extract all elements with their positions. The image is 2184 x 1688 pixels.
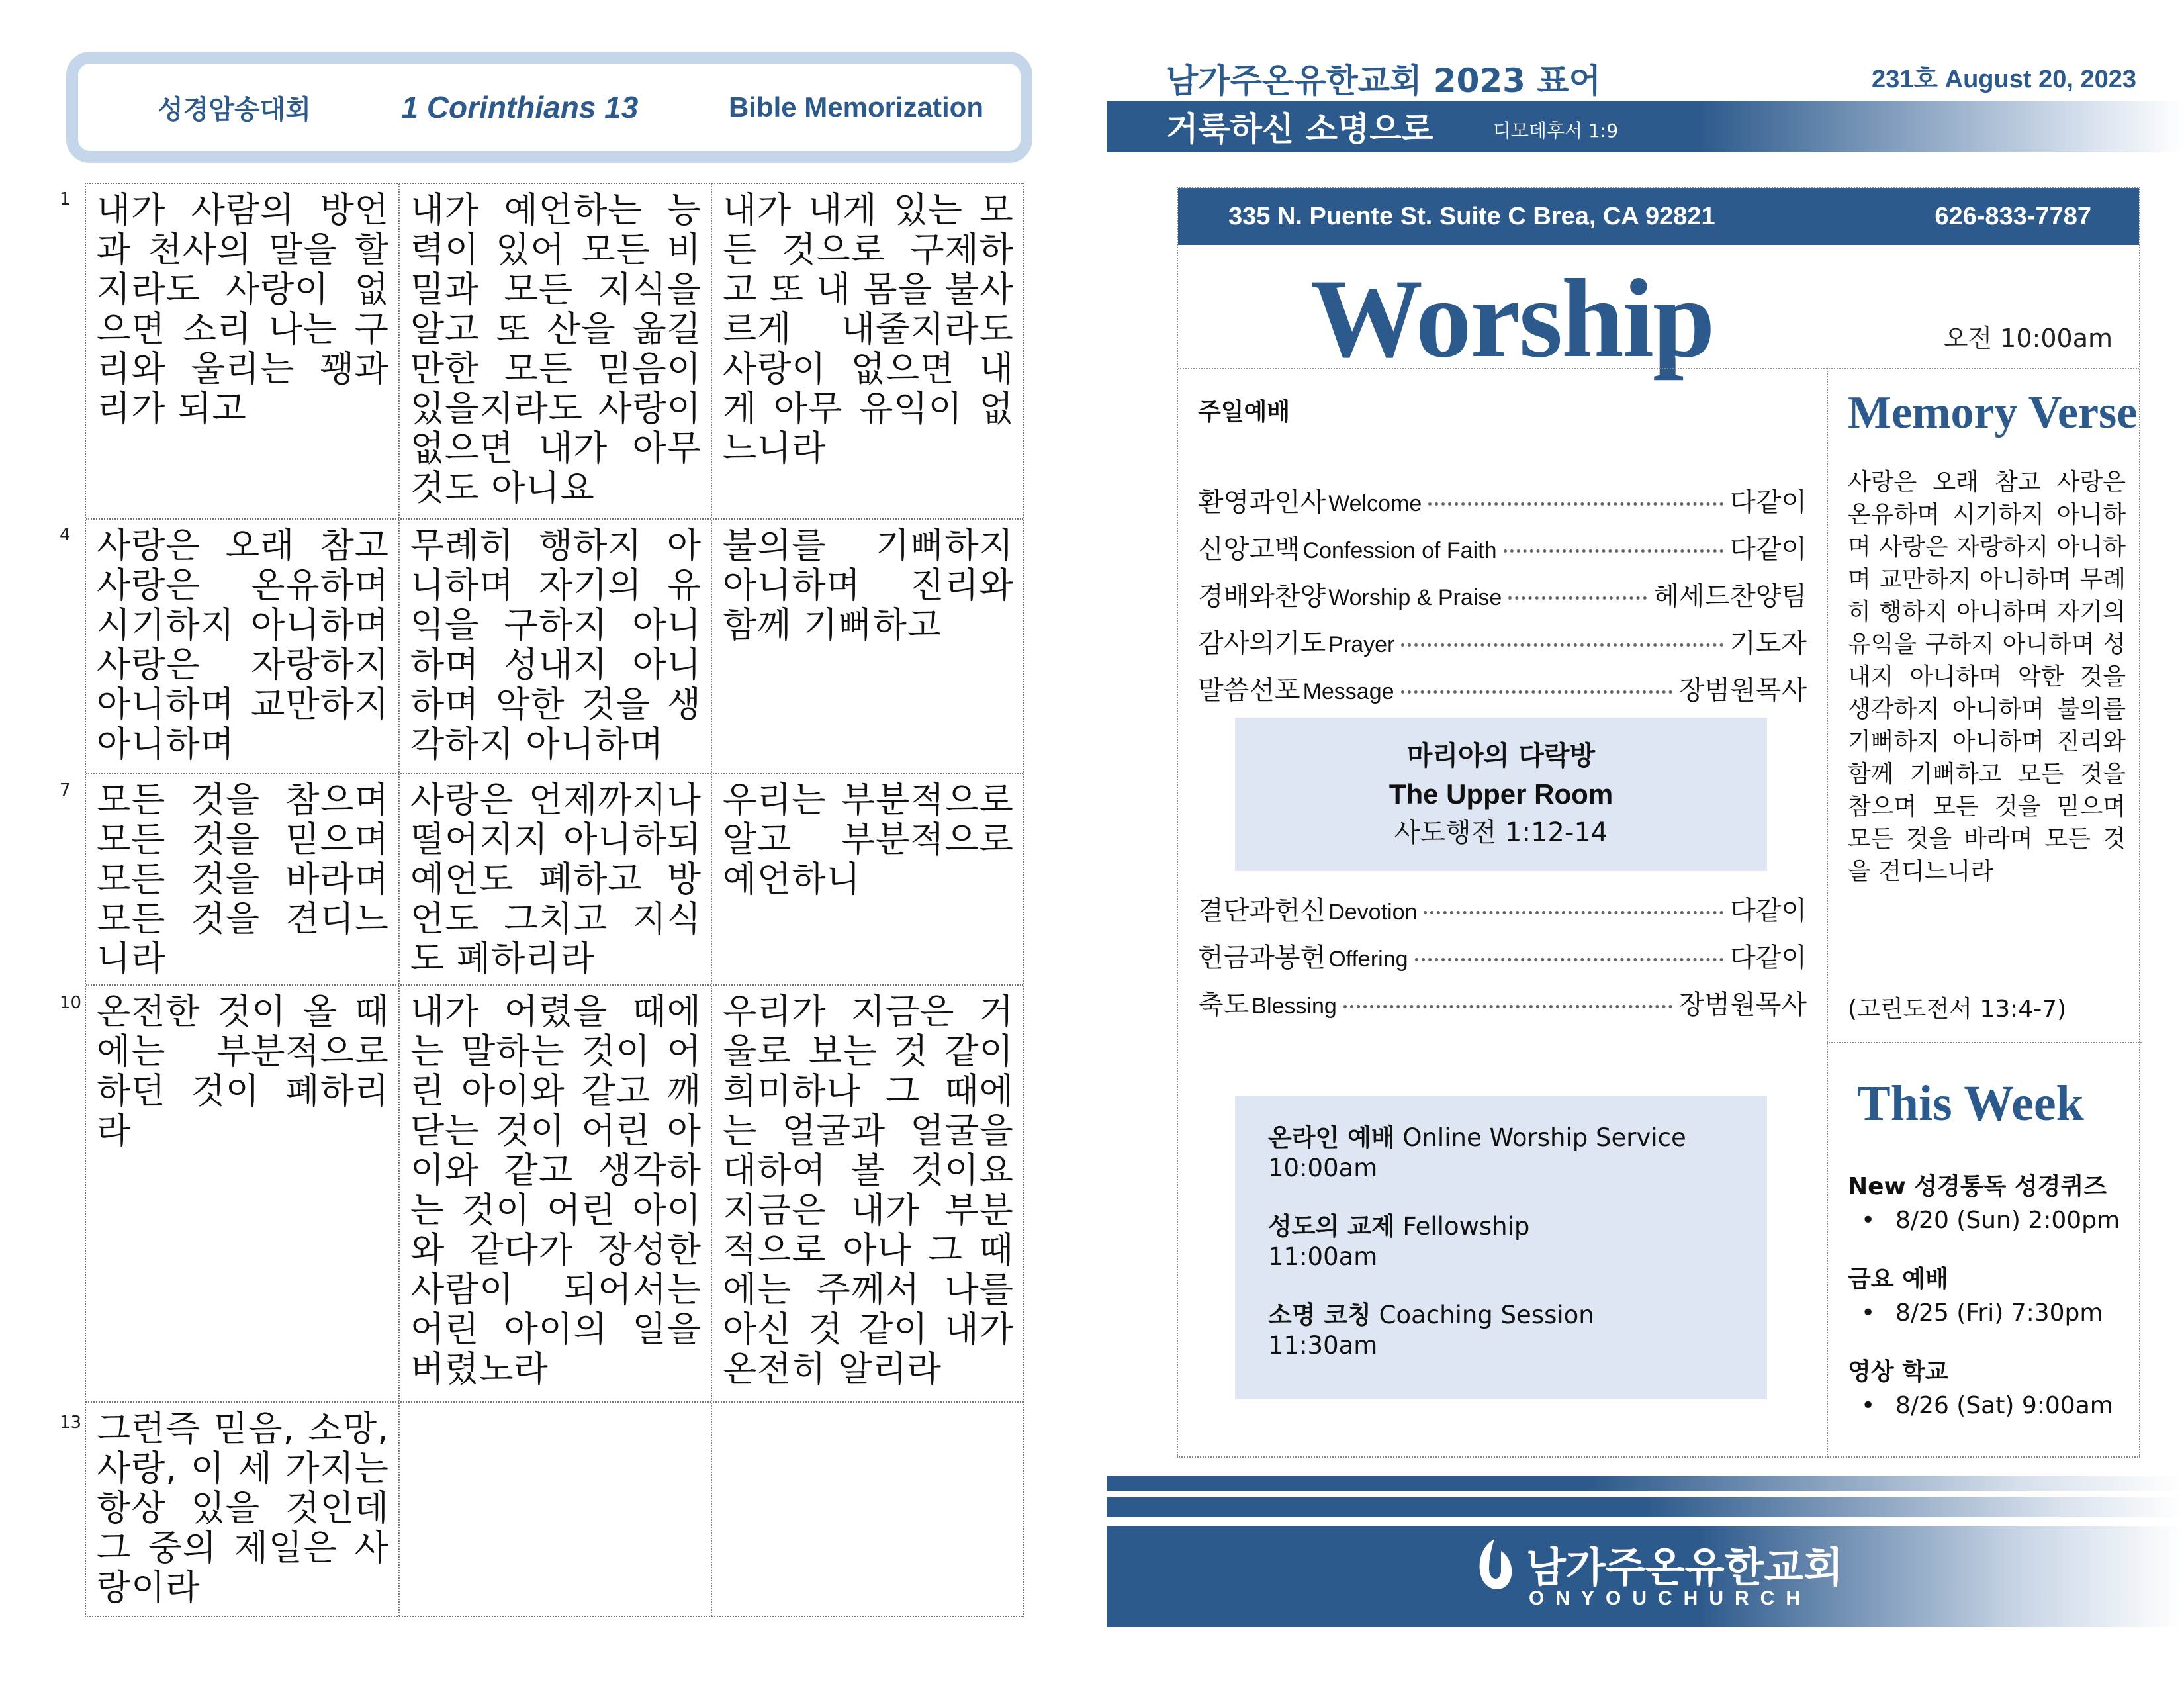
verse-cell: 사랑은 오래 참고 사랑은 온유하며 시기하지 아니하며 사랑은 자랑하지 아니하며 교만하지 아니하며 — [97, 526, 389, 765]
program-item-ko: 말씀선포 — [1198, 675, 1300, 706]
verse-row — [86, 184, 1023, 518]
schedule-item-ko: 온라인 예배 — [1268, 1123, 1395, 1152]
program-item-ko: 축도 — [1198, 990, 1250, 1020]
bullet-icon: • — [1861, 1207, 1876, 1234]
program-item-en: Welcome — [1328, 491, 1422, 516]
verse-cell: 우리가 지금은 거울로 보는 것 같이 희미하나 그 때에는 얼굴과 얼굴을 대하여 볼 것이요 지금은 내가 부분적으로 아나 그 때에는 주께서 나를 아신 것 같이 내가 온전히 알리라 — [711, 986, 1023, 1401]
issue-date: 231호 August 20, 2023 — [1871, 66, 2136, 93]
motto-bar — [1107, 101, 2184, 152]
program-item-leader: 다같이 — [1730, 534, 1807, 565]
church-year-title: 남가주온유한교회 2023 표어 — [1166, 62, 1601, 100]
verse-cell: 내가 어렸을 때에는 말하는 것이 어린 아이와 같고 깨닫는 것이 어린 아이와 같고 생각하는 것이 어린 아이와 같다가 장성한 사람이 되어서는 어린 아이의 일을 버렸노라 — [398, 986, 711, 1401]
event-time: 8/26 (Sat) 9:00am — [1895, 1392, 2113, 1419]
logo-wordmark-en: ONYOUCHURCH — [1529, 1587, 1811, 1609]
schedule-item-en: Fellowship — [1402, 1212, 1530, 1241]
program-item-ko: 결단과헌신 — [1198, 896, 1326, 926]
schedule-item — [1268, 1123, 1734, 1184]
leader-dots — [1508, 596, 1647, 600]
memorization-banner — [66, 52, 1032, 163]
verse-cell — [398, 1403, 711, 1616]
verse-cell: 불의를 기뻐하지 아니하며 진리와 함께 기뻐하고 — [711, 520, 1023, 773]
event-time: 8/25 (Fri) 7:30pm — [1895, 1299, 2103, 1327]
bullet-icon: • — [1861, 1299, 1876, 1327]
memory-verse-text: 사랑은 오래 참고 사랑은 온유하며 시기하지 아니하며 사랑은 자랑하지 아니하며 교만하지 아니하며 무례히 행하지 아니하며 자기의 유익을 구하지 아니하며 성내지 아니하며 악한 것을 생각하지 아니하며 불의를 기뻐하지 아니하며 진리와 함께 기뻐하고 모든 것을 참으며 모든 것을 믿으며 모든 것을 바라며 모든 것을 견디느니라 — [1848, 469, 2126, 885]
event-group — [1848, 1260, 2132, 1327]
event-group — [1848, 1353, 2132, 1419]
schedule-item-en: Online Worship Service — [1402, 1123, 1686, 1152]
program-item-ko: 감사의기도 — [1198, 628, 1326, 659]
program-item-ko: 경배와찬양 — [1198, 581, 1326, 612]
decorative-stripe — [1107, 1476, 2184, 1491]
schedule-item-time: 10:00am — [1268, 1154, 1378, 1182]
verse-number: 10 — [60, 993, 82, 1013]
program-item-ko: 환영과인사 — [1198, 487, 1326, 518]
event-title: 금요 예배 — [1848, 1266, 1948, 1293]
program-item — [1198, 528, 1807, 575]
sermon-box — [1235, 718, 1767, 871]
program-item — [1198, 575, 1807, 622]
program-item-leader: 장범원목사 — [1678, 675, 1807, 706]
sermon-title-en: The Upper Room — [1388, 778, 1614, 810]
program-item — [1198, 622, 1807, 669]
this-week-list — [1848, 1168, 2132, 1446]
program-section-title: 주일예배 — [1198, 399, 1291, 426]
program-item-en: Confession of Faith — [1302, 538, 1497, 563]
worship-program-continued — [1198, 890, 1807, 1031]
schedule-item-time: 11:00am — [1268, 1243, 1378, 1271]
verse-row — [86, 1401, 1023, 1616]
event-group — [1848, 1168, 2132, 1234]
verse-cell — [711, 1403, 1023, 1616]
verse-row — [86, 984, 1023, 1401]
program-item — [1198, 890, 1807, 937]
leader-dots — [1504, 549, 1724, 553]
verse-cell: 온전한 것이 올 때에는 부분적으로 하던 것이 폐하리라 — [97, 992, 389, 1151]
event-title: 영상 학교 — [1848, 1358, 1948, 1385]
verse-cell: 우리는 부분적으로 알고 부분적으로 예언하니 — [711, 774, 1023, 984]
worship-panel — [1177, 187, 2140, 1458]
motto: 거룩하신 소명으로 — [1166, 110, 1433, 148]
program-item-leader: 기도자 — [1730, 628, 1807, 659]
verse-grid — [85, 183, 1024, 1617]
verse-row — [86, 773, 1023, 984]
verse-cell: 내가 사람의 방언과 천사의 말을 할지라도 사랑이 없으면 소리 나는 구리와 울리는 꽹과리가 되고 — [97, 190, 389, 429]
program-item — [1198, 984, 1807, 1031]
verse-cell: 그런즉 믿음, 소망, 사랑, 이 세 가지는 항상 있을 것인데 그 중의 제일은 사랑이라 — [97, 1409, 389, 1608]
schedule-item-ko: 소명 코칭 — [1268, 1301, 1371, 1329]
sermon-reference: 사도행전 1:12-14 — [1394, 818, 1608, 848]
banner-en-title: Bible Memorization — [728, 91, 983, 122]
sermon-title-ko: 마리아의 다락방 — [1406, 741, 1596, 771]
worship-program — [1198, 393, 1807, 716]
leader-dots — [1343, 1005, 1672, 1008]
program-item-leader: 헤세드찬양팀 — [1653, 581, 1807, 612]
leader-dots — [1428, 502, 1723, 506]
memory-verse-reference: (고린도전서 13:4-7) — [1848, 996, 2067, 1023]
verse-number: 1 — [60, 189, 71, 209]
program-item-en: Blessing — [1251, 994, 1337, 1019]
verse-cell: 내가 내게 있는 모든 것으로 구제하고 또 내 몸을 불사르게 내줄지라도 사랑이 없으면 내게 아무 유익이 없느니라 — [711, 184, 1023, 518]
divider — [1178, 368, 2139, 369]
program-item-en: Worship & Praise — [1328, 585, 1502, 610]
program-item-leader: 다같이 — [1730, 487, 1807, 518]
schedule-item-time: 11:30am — [1268, 1331, 1378, 1360]
program-item — [1198, 481, 1807, 528]
program-item-leader: 다같이 — [1730, 896, 1807, 926]
program-item — [1198, 669, 1807, 716]
program-item-en: Devotion — [1328, 900, 1418, 925]
schedule-item-ko: 성도의 교제 — [1268, 1212, 1395, 1241]
verse-number: 7 — [60, 780, 71, 800]
event-item — [1848, 1299, 2132, 1327]
schedule-item — [1268, 1211, 1734, 1272]
schedule-item — [1268, 1300, 1734, 1361]
verse-cell: 내가 예언하는 능력이 있어 모든 비밀과 모든 지식을 알고 또 산을 옮길 만한 모든 믿음이 있을지라도 사랑이 없으면 내가 아무 것도 아니요 — [398, 184, 711, 518]
leader-dots — [1415, 958, 1724, 961]
divider — [1827, 368, 1828, 1458]
worship-time: 오전 10:00am — [1943, 324, 2113, 353]
leader-dots — [1424, 911, 1723, 914]
address-bar — [1178, 188, 2139, 245]
banner-reference: 1 Corinthians 13 — [401, 90, 639, 124]
this-week-title: This Week — [1857, 1076, 2084, 1131]
verse-cell: 사랑은 언제까지나 떨어지지 아니하되 예언도 폐하고 방언도 그치고 지식도 폐하리라 — [398, 774, 711, 984]
verse-cell: 무례히 행하지 아니하며 자기의 유익을 구하지 아니하며 성내지 아니하며 악한 것을 생각하지 아니하며 — [398, 520, 711, 773]
online-schedule-box — [1235, 1096, 1767, 1399]
memory-verse-title: Memory Verse — [1848, 387, 2138, 438]
program-item-en: Message — [1302, 679, 1394, 704]
logo-wordmark-ko: 남가주온유한교회 — [1526, 1543, 1844, 1591]
program-item-ko: 헌금과봉헌 — [1198, 943, 1326, 973]
leader-dots — [1401, 690, 1672, 694]
divider — [1827, 1042, 2142, 1043]
program-item — [1198, 937, 1807, 984]
church-logo-icon — [1475, 1536, 1517, 1592]
event-item — [1848, 1392, 2132, 1419]
bullet-icon: • — [1861, 1392, 1876, 1419]
event-time: 8/20 (Sun) 2:00pm — [1895, 1207, 2120, 1234]
program-item-en: Prayer — [1328, 632, 1395, 657]
phone: 626-833-7787 — [1934, 202, 2091, 230]
event-item — [1848, 1207, 2132, 1234]
leader-dots — [1401, 643, 1723, 647]
verse-number: 4 — [60, 525, 71, 545]
motto-reference: 디모데후서 1:9 — [1492, 120, 1619, 142]
banner-ko-title: 성경암송대회 — [158, 94, 311, 125]
schedule-item-en: Coaching Session — [1379, 1301, 1594, 1329]
verse-number: 13 — [60, 1413, 82, 1432]
verse-cell: 모든 것을 참으며 모든 것을 믿으며 모든 것을 바라며 모든 것을 견디느니라 — [97, 780, 389, 979]
program-item-leader: 다같이 — [1730, 943, 1807, 973]
decorative-stripe — [1107, 1497, 2184, 1517]
program-item-leader: 장범원목사 — [1678, 990, 1807, 1020]
program-item-en: Offering — [1328, 947, 1408, 972]
program-item-ko: 신앙고백 — [1198, 534, 1300, 565]
worship-title: Worship — [1310, 256, 1714, 381]
church-logo — [1475, 1534, 1844, 1609]
address: 335 N. Puente St. Suite C Brea, CA 92821 — [1228, 202, 1715, 230]
event-title: New 성경통독 성경퀴즈 — [1848, 1173, 2107, 1200]
verse-row — [86, 518, 1023, 773]
